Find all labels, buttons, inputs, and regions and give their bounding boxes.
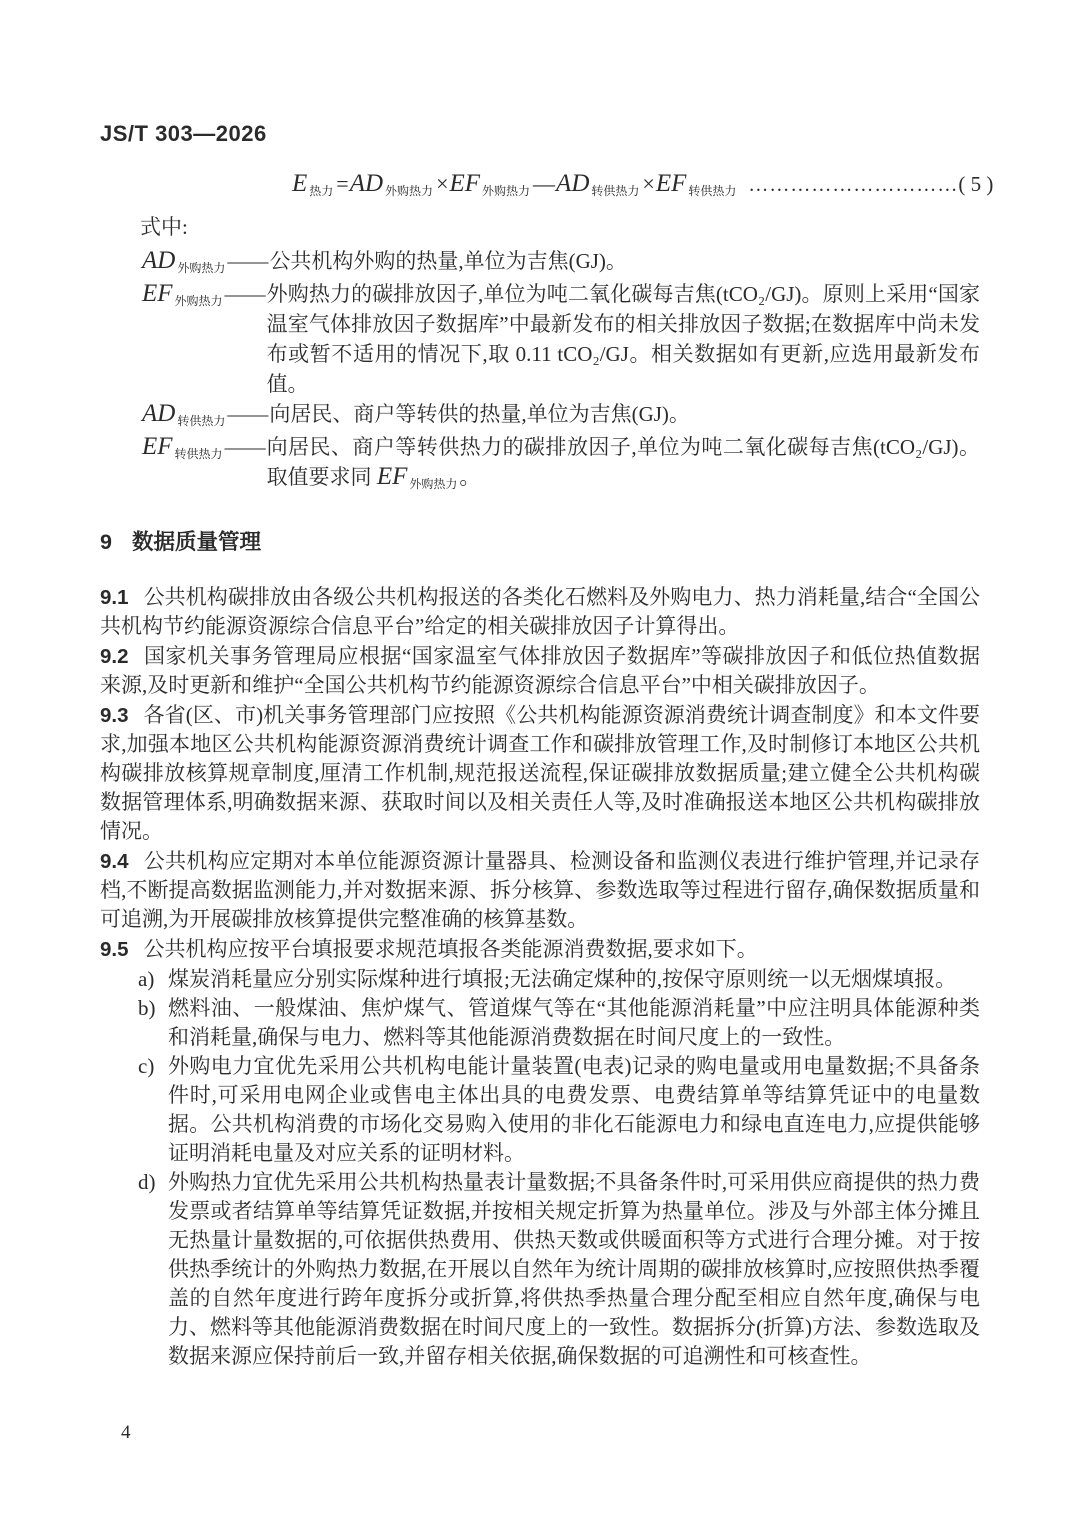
dot-leader: ………………………… (748, 174, 959, 196)
list-marker: d) (138, 1170, 156, 1194)
formula-operator: × (642, 171, 655, 196)
definition-ef-transferred-heat (142, 432, 980, 495)
list-item-a (138, 965, 980, 994)
inline-formula-variable: EF (376, 463, 408, 490)
formula-operator: — (533, 171, 556, 196)
list-marker: c) (138, 1054, 155, 1078)
definition-text: 外购热力的碳排放因子,单位为吨二氧化碳每吉焦(tCO₂/GJ)。原则上采用“国家温室气体排放因子数据库”中最新发布的相关排放因子数据;在数据库中尚未发布或暂不适用的情况下,取 0.11 tCO₂/GJ。相关数据如有更新,应选用最新发布值。 (266, 282, 980, 396)
definition-dash: —— (224, 282, 265, 306)
definition-term: AD 外购热力 (142, 247, 226, 275)
formula-subscript: 热力 (309, 184, 334, 198)
definition-text: 向居民、商户等转供的热量,单位为吉焦(GJ)。 (269, 402, 690, 426)
clause-9-1 (100, 583, 980, 641)
formula-variable: E (292, 170, 308, 197)
clause-9-3 (100, 701, 980, 846)
list-item-text: 燃料油、一般煤油、焦炉煤气、管道煤气等在“其他能源消耗量”中应注明具体能源种类和消耗量,确保与电力、燃料等其他能源消费数据在时间尺度上的一致性。 (168, 996, 980, 1049)
section-number: 9 (100, 530, 112, 554)
section-title: 数据质量管理 (131, 530, 261, 554)
clause-text: 公共机构应按平台填报要求规范填报各类能源消费数据,要求如下。 (143, 937, 758, 961)
definition-ad-transferred-heat (142, 399, 980, 432)
clause-9-2 (100, 642, 980, 700)
clause-text: 公共机构应定期对本单位能源资源计量器具、检测设备和监测仪表进行维护管理,并记录存档,不断提高数据监测能力,并对数据来源、拆分核算、参数选取等过程进行留存,确保数据质量和可追溯,为开展碳排放核算提供完整准确的核算基数。 (100, 849, 980, 931)
definition-text: 向居民、商户等转供热力的碳排放因子,单位为吨二氧化碳每吉焦(tCO₂/GJ)。取值要求同 EF 外购热力。 (266, 435, 980, 491)
clause-text: 各省(区、市)机关事务管理部门应按照《公共机构能源资源消费统计调查制度》和本文件要求,加强本地区公共机构能源资源消费统计调查工作和碳排放管理工作,及时制修订本地区公共机构碳排放核算规章制度,厘清工作机制,规范报送流程,保证碳排放数据质量;建立健全公共机构碳数据管理体系,明确数据来源、获取时间以及相关责任人等,及时准确报送本地区公共机构碳排放情况。 (100, 703, 980, 843)
symbol-definition-list (100, 246, 980, 495)
definition-term: AD 转供热力 (142, 400, 226, 428)
list-item-text: 外购电力宜优先采用公共机构电能计量装置(电表)记录的购电量或用电量数据;不具备条件时,可采用电网企业或售电主体出具的电费发票、电费结算单等结算凭证中的电量数据。公共机构消费的市场化交易购入使用的非化石能源电力和绿电直连电力,应提供能够证明消耗电量及对应关系的证明材料。 (168, 1054, 980, 1165)
page-number: 4 (121, 1422, 131, 1443)
definition-dash: —— (227, 249, 268, 273)
formula-subscript: 外购热力 (482, 184, 531, 198)
formula-variable: EF (449, 170, 481, 197)
clause-number: 9.1 (100, 586, 129, 609)
where-label: 式中: (140, 215, 188, 239)
inline-formula-subscript: 外购热力 (409, 477, 458, 491)
formula-variable: EF (655, 170, 687, 197)
clause-text: 公共机构碳排放由各级公共机构报送的各类化石燃料及外购电力、热力消耗量,结合“全国公共机构节约能源资源综合信息平台”给定的相关碳排放因子计算得出。 (100, 585, 980, 638)
equation-number: ( 5 ) (958, 172, 994, 196)
formula-subscript: 外购热力 (385, 184, 434, 198)
definition-dash: —— (227, 402, 268, 426)
clause-number: 9.5 (100, 938, 129, 961)
clause-9-4 (100, 847, 980, 934)
clause-number: 9.2 (100, 645, 129, 668)
formula-subscript: 转供热力 (591, 184, 640, 198)
definition-term: EF 转供热力 (142, 433, 223, 461)
list-marker: b) (138, 996, 156, 1020)
requirement-list (100, 965, 980, 1371)
clause-text: 国家机关事务管理局应根据“国家温室气体排放因子数据库”等碳排放因子和低位热值数据来源,及时更新和维护“全国公共机构节约能源资源综合信息平台”中相关碳排放因子。 (100, 644, 980, 697)
definition-dash: —— (224, 435, 265, 459)
list-item-text: 外购热力宜优先采用公共机构热量表计量数据;不具备条件时,可采用供应商提供的热力费发票或者结算单等结算凭证数据,并按相关规定折算为热量单位。涉及与外部主体分摊且无热量计量数据的,可依据供热费用、供热天数或供暖面积等方式进行合理分摊。对于按供热季统计的外购热力数据,在开展以自然年为统计周期的碳排放核算时,应按照供热季覆盖的自然年度进行跨年度拆分或折算,将供热季热量合理分配至相应自然年度,确保与电力、燃料等其他能源消费数据在时间尺度上的一致性。数据拆分(折算)方法、参数选取及数据来源应保持前后一致,并留存相关依据,确保数据的可追溯性和可核查性。 (168, 1170, 980, 1368)
list-item-d (138, 1168, 980, 1371)
formula-operator: × (436, 171, 449, 196)
formula-variable: AD (349, 170, 384, 197)
list-marker: a) (138, 967, 155, 991)
definition-text: 公共机构外购的热量,单位为吉焦(GJ)。 (269, 249, 627, 273)
formula-equation-5 (100, 168, 994, 203)
list-item-c (138, 1052, 980, 1168)
definition-ef-purchased-heat (142, 279, 980, 399)
section-9-heading (100, 529, 980, 555)
formula-operator: = (336, 171, 349, 196)
list-item-b (138, 994, 980, 1052)
clause-9-5 (100, 935, 980, 964)
clause-number: 9.4 (100, 850, 129, 873)
document-code-header: JS/T 303—2026 (100, 121, 267, 146)
list-item-text: 煤炭消耗量应分别实际煤种进行填报;无法确定煤种的,按保守原则统一以无烟煤填报。 (168, 967, 957, 991)
definition-ad-purchased-heat (142, 246, 980, 279)
definition-term: EF 外购热力 (142, 280, 223, 308)
formula-variable: AD (556, 170, 590, 197)
clause-number: 9.3 (100, 704, 129, 727)
formula-subscript: 转供热力 (688, 184, 737, 198)
